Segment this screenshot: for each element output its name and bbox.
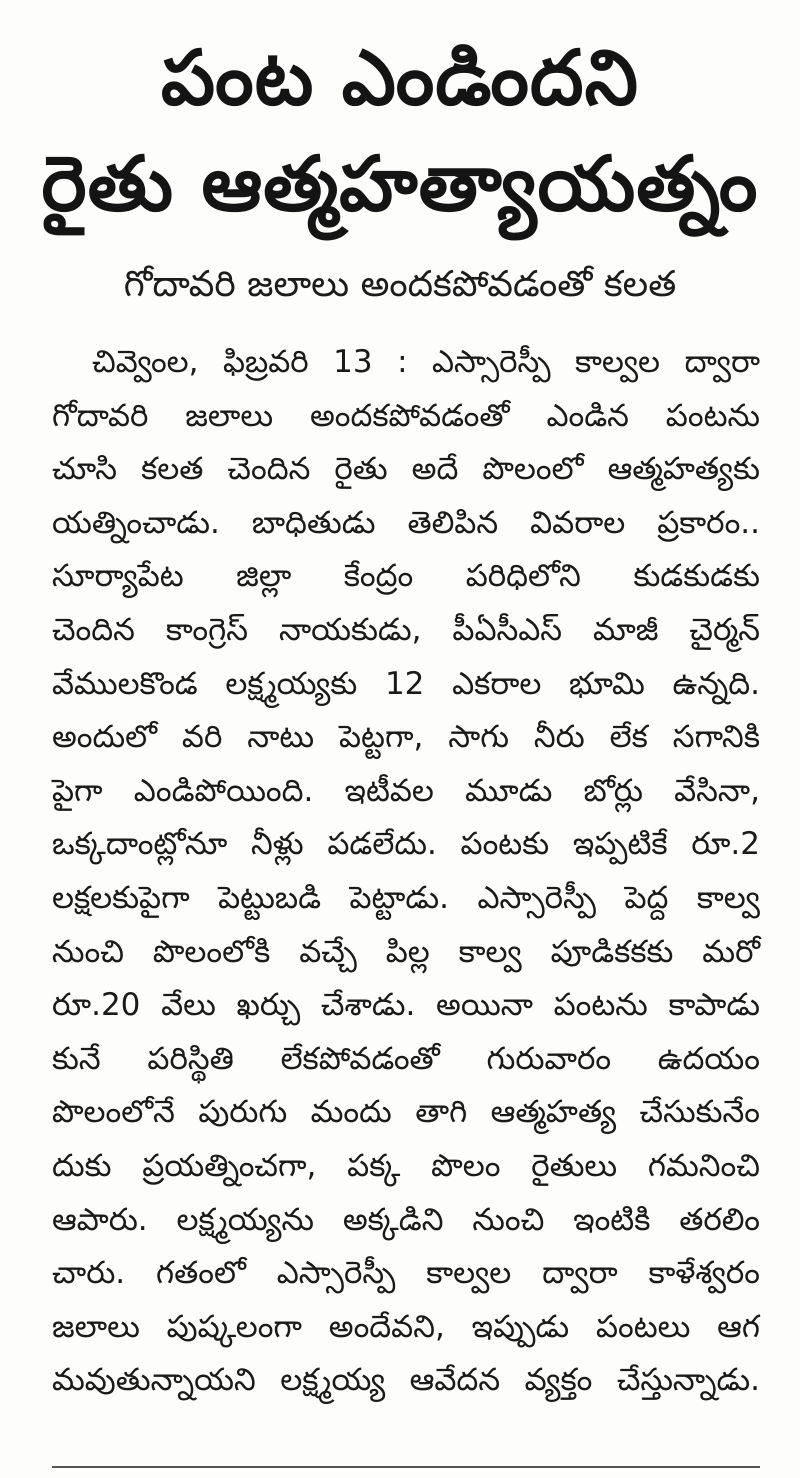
body-line: లక్షలకుపైగా పెట్టుబడి పెట్టాడు. ఎస్సారెస్పీ పెద్ద కాల్వ bbox=[52, 879, 760, 916]
body-line: చివ్వెంల, ఫిబ్రవరి 13 : ఎస్సారెస్పీ కాల్వల ద్వారా bbox=[92, 344, 760, 380]
body-line: గోదావరి జలాలు అందకపోవడంతో ఎండిన పంటను bbox=[52, 397, 760, 434]
body-line: ఒక్కదాంట్లోనూ నీళ్లు పడలేదు. పంటకు ఇప్పటికే రూ.2 bbox=[52, 826, 760, 863]
bottom-divider bbox=[52, 1466, 760, 1468]
body-line: మవుతున్నాయని లక్ష్మయ్య ఆవేదన వ్యక్తం చేస్తున్నాడు. bbox=[52, 1362, 760, 1399]
body-line: చూసి కలత చెందిన రైతు అదే పొలంలో ఆత్మహత్యకు bbox=[52, 451, 760, 488]
headline-line-1: పంట ఎండిందని bbox=[161, 33, 639, 122]
body-line: అందులో వరి నాటు పెట్టగా, సాగు నీరు లేక సగానికి bbox=[52, 719, 760, 756]
body-line: సూర్యాపేట జిల్లా కేంద్రం పరిధిలోని కుడకుడకు bbox=[52, 558, 760, 595]
body-line: రూ.20 వేలు ఖర్చు చేశాడు. అయినా పంటను కాపాడు bbox=[52, 987, 760, 1024]
body-line: నుంచి పొలంలోకి వచ్చే పిల్ల కాల్వ పూడికకకు మరో bbox=[52, 933, 760, 970]
body-line: చారు. గతంలో ఎస్సారెస్పీ కాల్వల ద్వారా కాళేశ్వరం bbox=[52, 1255, 760, 1292]
body-line: దుకు ప్రయత్నించగా, పక్క పొలం రైతులు గమనించి bbox=[52, 1147, 760, 1184]
body-line: యత్నించాడు. బాధితుడు తెలిపిన వివరాల ప్రకారం.. bbox=[52, 504, 760, 541]
subheadline: గోదావరి జలాలు అందకపోవడంతో కలత bbox=[123, 264, 677, 305]
body-line: ఆపారు. లక్ష్మయ్యను అక్కడిని నుంచి ఇంటికి తరలిం bbox=[52, 1201, 760, 1238]
body-line: పైగా ఎండిపోయింది. ఇటీవల మూడు బోర్లు వేసినా, bbox=[52, 772, 760, 809]
body-line: జలాలు పుష్కలంగా అందేవని, ఇప్పుడు పంటలు ఆగ bbox=[52, 1308, 760, 1345]
body-line: కునే పరిస్థితి లేకపోవడంతో గురువారం ఉదయం bbox=[52, 1040, 760, 1077]
body-line: పొలంలోనే పురుగు మందు తాగి ఆత్మహత్య చేసుకునేం bbox=[52, 1094, 760, 1131]
article-body bbox=[52, 336, 760, 1408]
headline-line-2: రైతు ఆత్మహత్యాయత్నం bbox=[41, 139, 759, 228]
body-line: వేములకొండ లక్ష్మయ్యకు 12 ఎకరాల భూమి ఉన్నది. bbox=[52, 665, 760, 702]
body-line: చెందిన కాంగ్రెస్ నాయకుడు, పీఏసీఎస్ మాజీ చైర్మన్ bbox=[52, 611, 760, 648]
